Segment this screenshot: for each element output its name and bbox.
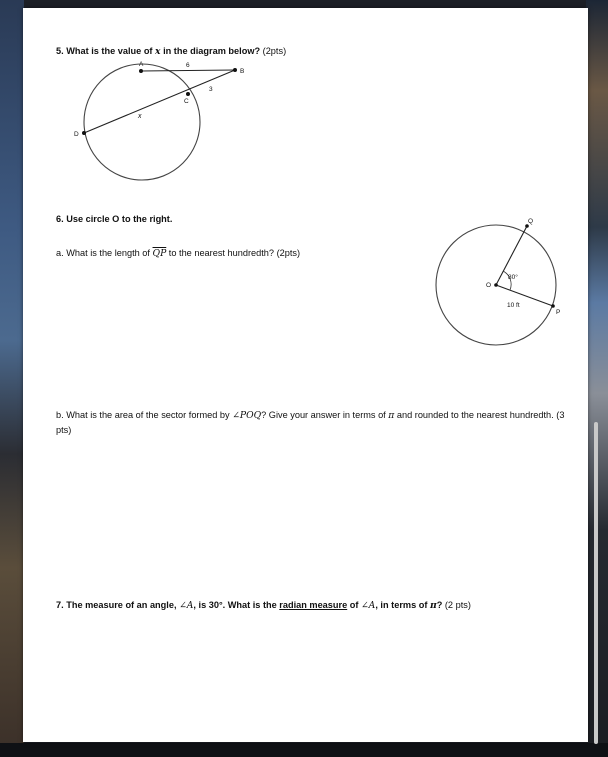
label-d: D: [74, 131, 79, 138]
length-cb: 3: [209, 86, 213, 93]
angle-label: 80°: [508, 274, 518, 281]
q7-text-a: 7. The measure of an angle,: [56, 600, 180, 610]
label-b: B: [240, 68, 245, 75]
q5-text-a: 5. What is the value of: [56, 46, 156, 56]
q6b-text-b: ? Give your answer in terms of: [261, 410, 389, 420]
q5-text-b: in the diagram below?: [160, 46, 263, 56]
radius-op: [496, 285, 553, 306]
q5-var: x: [155, 46, 161, 57]
label-o: O: [486, 282, 492, 289]
angle-poq: ∠POQ: [232, 410, 262, 421]
angle-a: ∠A: [179, 600, 194, 611]
q7-text-c: of: [347, 600, 361, 610]
label-p: P: [556, 309, 561, 316]
q6b-text-a: b. What is the area of the sector formed by: [56, 410, 233, 420]
q7-text-d: , in terms of: [375, 600, 430, 610]
q7-text-b: , is 30°. What is the: [193, 600, 280, 610]
length-ab: 6: [186, 62, 190, 69]
radian-measure-text: radian measure: [279, 600, 348, 610]
q6a-prompt: [56, 246, 300, 261]
q6a-text-a: a. What is the length of: [56, 248, 153, 258]
q7-prompt: [56, 598, 471, 613]
angle-a-2: ∠A: [360, 600, 376, 611]
q6-title: 6. Use circle O to the right.: [56, 214, 173, 224]
center-o: [494, 283, 498, 287]
tangent-segment-ab: [141, 70, 235, 71]
circle-o-diagram: [428, 213, 573, 358]
secant-tangent-diagram: [63, 56, 263, 196]
point-p: [551, 304, 555, 308]
secant-segment-db: [84, 70, 235, 133]
length-dc: x: [138, 113, 142, 120]
background-bottom: [0, 743, 608, 757]
worksheet-page: [23, 8, 588, 742]
pi-symbol: π: [388, 410, 395, 421]
scrollbar-thumb[interactable]: [594, 422, 598, 744]
point-b: [233, 68, 237, 72]
q7-text-e: ?: [436, 600, 445, 610]
radius-label: 10 ft: [507, 302, 520, 309]
label-a: A: [139, 61, 144, 68]
q7-points: (2 pts): [444, 600, 471, 610]
label-c: C: [184, 98, 189, 105]
label-q: Q: [528, 218, 534, 225]
q6b-prompt: [56, 408, 566, 438]
q6a-text-b: to the nearest hundredth? (2pts): [166, 248, 301, 258]
q6b-text-c: and rounded to the nearest hundredth. (3 pts): [56, 410, 565, 435]
pi-symbol-2: π: [429, 600, 437, 611]
arc-qp: $\overline{QP}$: [152, 248, 167, 259]
point-c: [186, 92, 190, 96]
point-a: [139, 69, 143, 73]
background-left: [0, 0, 24, 757]
q5-points: (2pts): [262, 46, 287, 56]
point-d: [82, 131, 86, 135]
q5-circle: [84, 64, 200, 180]
